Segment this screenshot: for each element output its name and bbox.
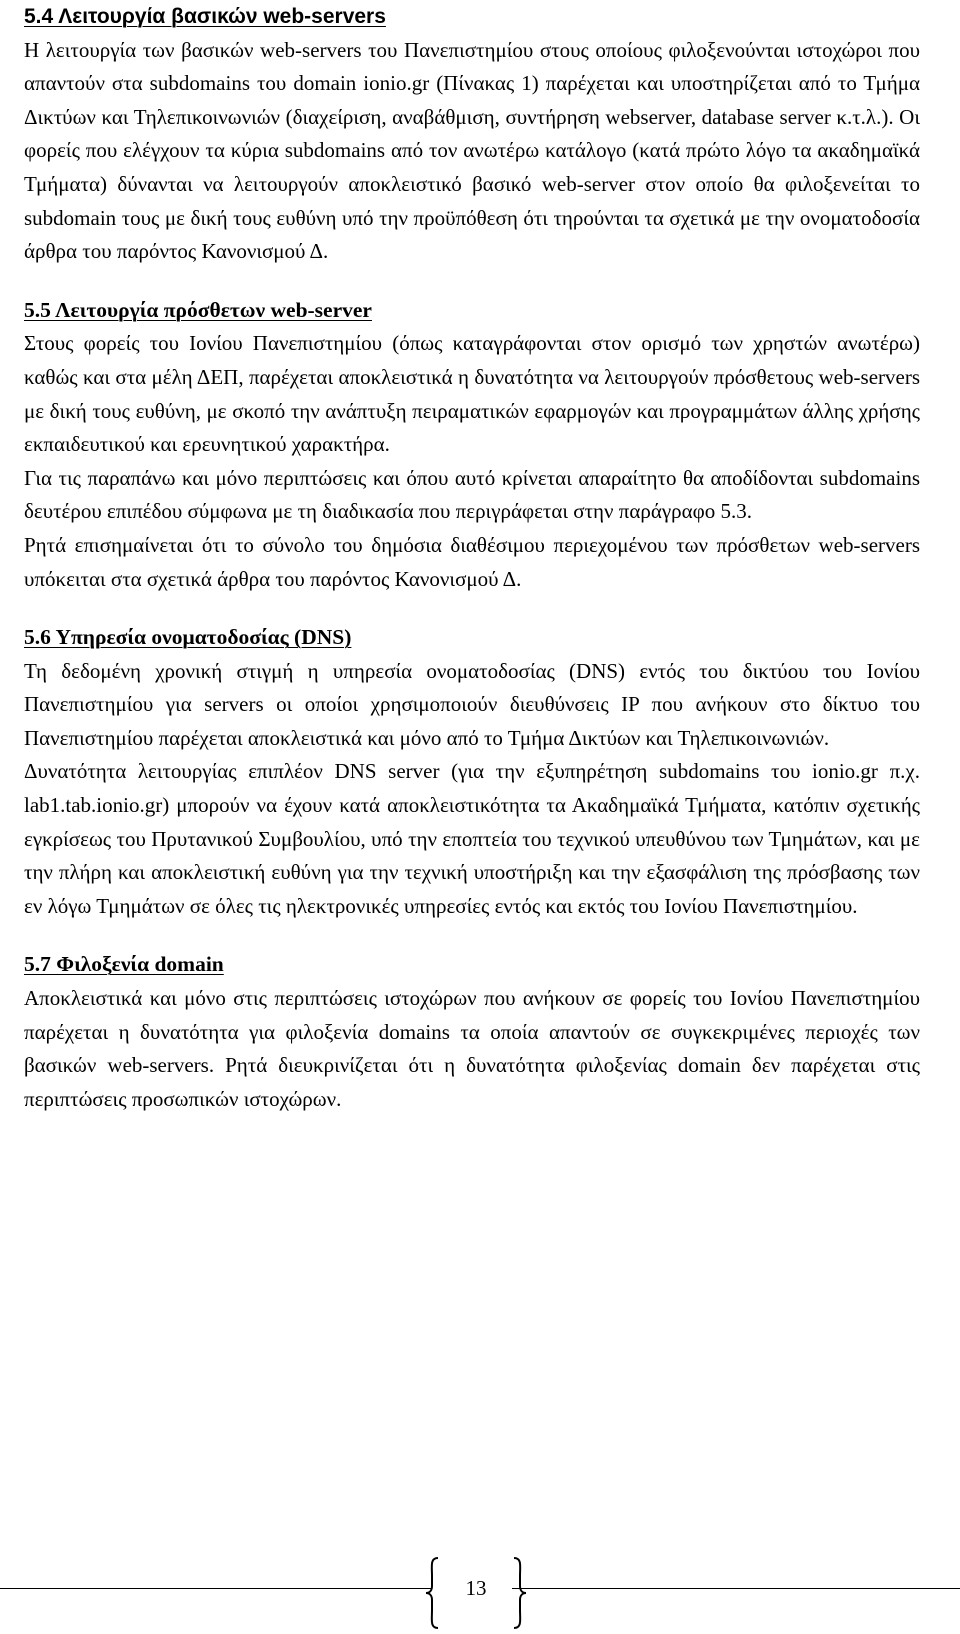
section-heading: 5.4 Λειτουργία βασικών web-servers — [24, 5, 386, 28]
section-heading: 5.5 Λειτουργία πρόσθετων web-server — [24, 297, 372, 322]
section-paragraph: Στους φορείς του Ιονίου Πανεπιστημίου (όπως καταγράφονται στον ορισμό των χρηστών ανωτέρω) καθώς και στα μέλη ΔΕΠ, παρέχεται αποκλειστικά η δυνατότητα να λειτουργούν πρόσθετους web-servers με δική τους ευθύνη, με σκοπό την ανάπτυξη πειραματικών εφαρμογών και προγραμμάτων άλλης χρήσης εκπαιδευτικού και ερευνητικού χαρακτήρα. — [24, 331, 920, 457]
section-paragraph: Η λειτουργία των βασικών web-servers του Πανεπιστημίου στους οποίους φιλοξενούνται ιστοχώροι που απαντούν στα subdomains του domain ionio.gr (Πίνακας 1) παρέχεται και υποστηρίζεται από το Τμήμα Δικτύων και Τηλεπικοινωνιών (διαχείριση, αναβάθμιση, συντήρηση webserver, database server κ.τ.λ.). Οι φορείς που ελέγχουν τα κύρια subdomains από τον ανωτέρω κατάλογο (κατά πρώτο λόγο τα ακαδημαϊκά Τμήματα) δύνανται να λειτουργούν αποκλειστικό βασικό web-server στον οποίο θα φιλοξενείται το subdomain τους με δική τους ευθύνη υπό την προϋπόθεση ότι τηρούνται τα σχετικά με την ονοματοδοσία άρθρα του παρόντος Κανονισμού Δ. — [24, 37, 920, 264]
section-5-4 — [24, 0, 920, 269]
footer-rule-right — [512, 1588, 960, 1589]
page-number: 13 — [465, 1576, 487, 1600]
section-paragraph: Αποκλειστικά και μόνο στις περιπτώσεις ιστοχώρων που ανήκουν σε φορείς του Ιονίου Πανεπιστημίου παρέχεται η δυνατότητα για φιλοξενία domains τα οποία απαντούν σε συγκεκριμένες περιοχές των βασικών web-servers. Ρητά διευκρινίζεται ότι η δυνατότητα φιλοξενίας domain δεν παρέχεται στις περιπτώσεις προσωπικών ιστοχώρων. — [24, 986, 920, 1111]
page-footer — [0, 1552, 960, 1632]
section-5-7 — [24, 948, 920, 1116]
left-brace-icon — [424, 1556, 440, 1630]
section-heading: 5.6 Υπηρεσία ονοματοδοσίας (DNS) — [24, 625, 352, 650]
document-page — [24, 0, 920, 1116]
section-paragraph: Τη δεδομένη χρονική στιγμή η υπηρεσία ονοματοδοσίας (DNS) εντός του δικτύου του Ιονίου Πανεπιστημίου για servers οι οποίοι χρησιμοποιούν διευθύνσεις IP που ανήκουν στο δίκτυο του Πανεπιστημίου παρέχεται αποκλειστικά και μόνο από το Τμήμα Δικτύων και Τηλεπικοινωνιών. — [24, 658, 920, 750]
section-heading: 5.7 Φιλοξενία domain — [24, 952, 224, 977]
section-5-6 — [24, 621, 920, 923]
right-brace-icon — [512, 1556, 528, 1630]
section-paragraph: Για τις παραπάνω και μόνο περιπτώσεις και όπου αυτό κρίνεται απαραίτητο θα αποδίδονται subdomains δευτέρου επιπέδου σύμφωνα με τη διαδικασία που περιγράφεται στην παράγραφο 5.3. — [24, 465, 920, 524]
section-5-5 — [24, 294, 920, 596]
section-paragraph: Δυνατότητα λειτουργίας επιπλέον DNS server (για την εξυπηρέτηση subdomains του ionio.gr π.χ. lab1.tab.ionio.gr) μπορούν να έχουν κατά αποκλειστικότητα τα Ακαδημαϊκά Τμήματα, κατόπιν σχετικής εγκρίσεως του Πρυτανικού Συμβουλίου, υπό την εποπτεία του τεχνικού υπευθύνου των Τμημάτων, και με την πλήρη και αποκλειστική ευθύνη για την τεχνική υποστήριξη και την εξασφάλιση της πρόσβασης των εν λόγω Τμημάτων σε όλες τις ηλεκτρονικές υπηρεσίες εντός και εκτός του Ιονίου Πανεπιστημίου. — [24, 759, 920, 918]
section-paragraph: Ρητά επισημαίνεται ότι το σύνολο του δημόσια διαθέσιμου περιεχομένου των πρόσθετων web-servers υπόκειται στα σχετικά άρθρα του παρόντος Κανονισμού Δ. — [24, 532, 920, 591]
footer-rule-left — [0, 1588, 432, 1589]
